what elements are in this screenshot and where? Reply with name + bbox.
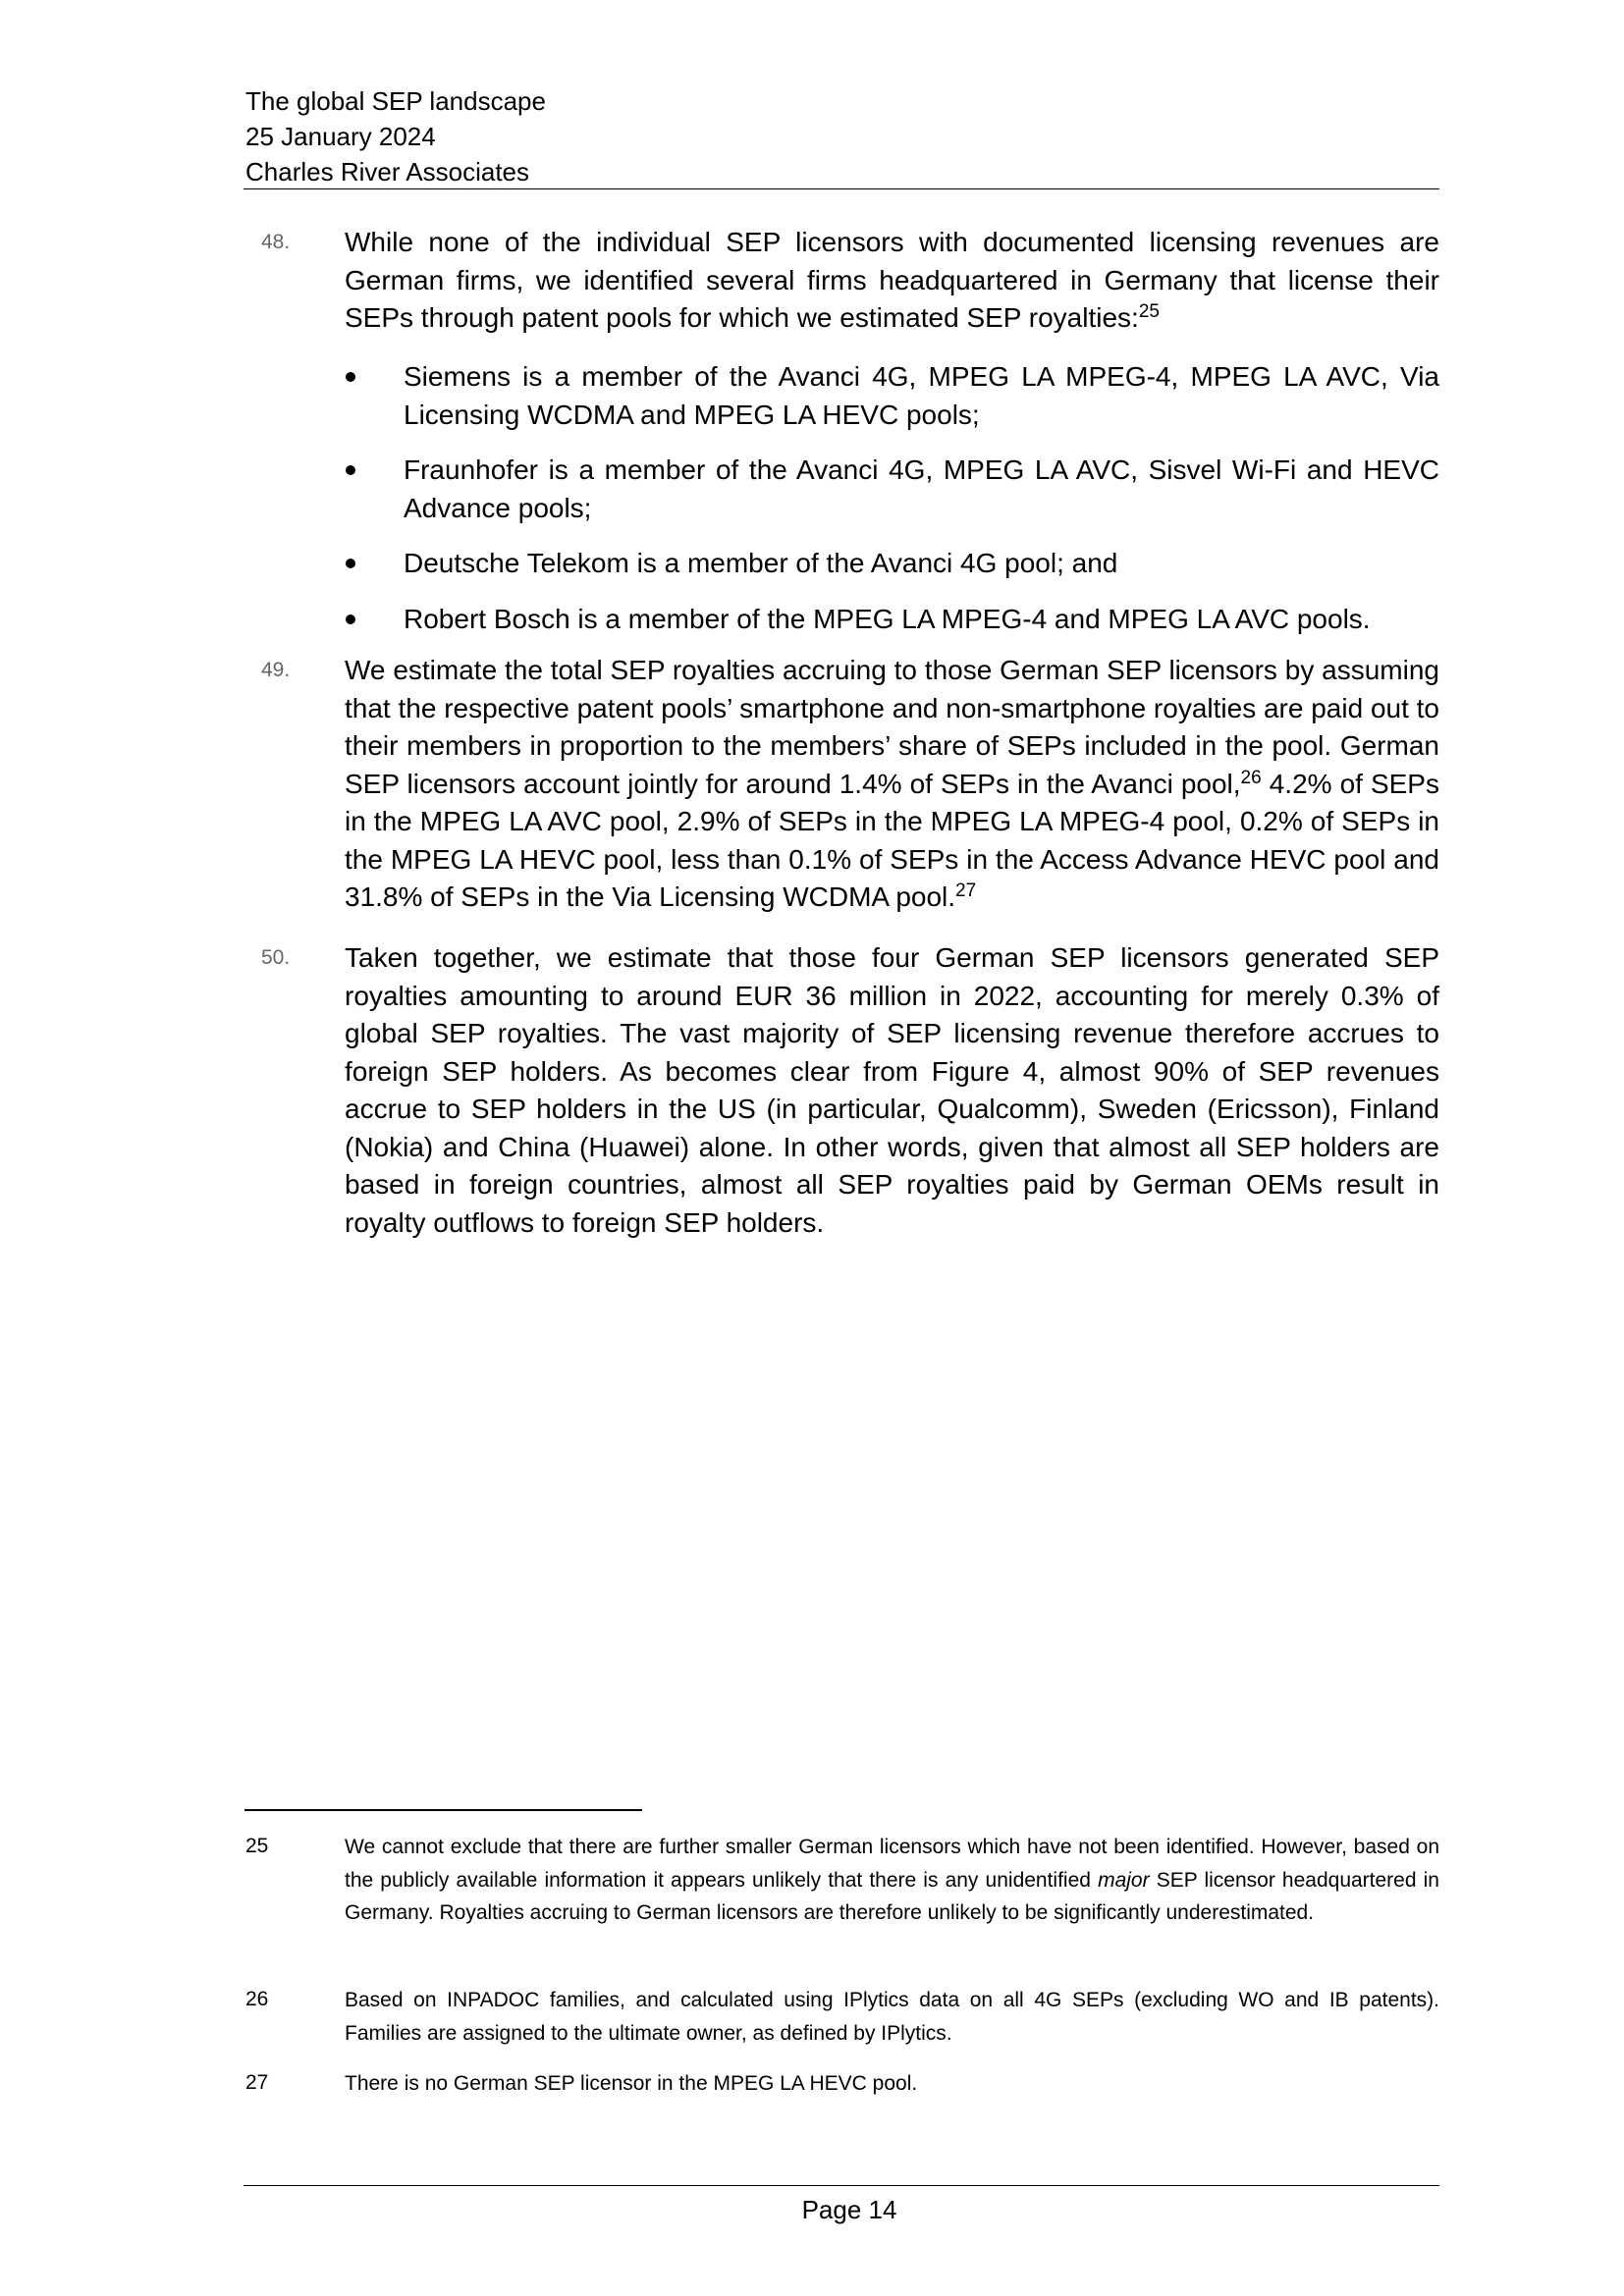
footnote-25-text-b: SEP licensor headquartered in Germany. Royalties accruing to German licensors are therefore unlikely to be significantly underestimated.	[345, 1868, 1439, 1924]
list-item	[245, 358, 1439, 434]
list-item	[245, 452, 1439, 527]
footnote-25-text-a: We cannot exclude that there are further smaller German licensors which have not been identified. However, based on the publicly available information it appears unlikely that there is any unidentified	[345, 1836, 1439, 1892]
paragraph-49-body-b: 4.2% of SEPs in the MPEG LA AVC pool, 2.9% of SEPs in the MPEG LA MPEG-4 pool, 0.2% of SEPs in the MPEG LA HEVC pool, less than 0.1% of SEPs in the Access Advance HEVC pool and 31.8% of SEPs in the Via Licensing WCDMA pool.	[345, 768, 1439, 912]
paragraph-48-body: While none of the individual SEP licensors with documented licensing revenues are German firms, we identified several firms headquartered in Germany that license their SEPs through patent pools for which we estimated SEP royalties:	[345, 227, 1439, 333]
paragraph-number: 49.	[261, 659, 291, 681]
header-title: The global SEP landscape	[245, 86, 546, 116]
paragraph-49-body-a: We estimate the total SEP royalties accruing to those German SEP licensors by assuming that the respective patent pools’ smartphone and non-smartphone royalties are paid out to their members in proportion to the members’ share of SEPs included in the pool. German SEP licensors account jointly for around 1.4% of SEPs in the Avanci pool,	[345, 655, 1439, 799]
pool-membership-list	[245, 358, 1439, 656]
page-number: Page 14	[801, 2195, 897, 2224]
list-item	[245, 601, 1439, 639]
header-divider	[244, 188, 1439, 189]
bullet-icon	[346, 614, 355, 624]
footnote-number: 26	[245, 1988, 269, 2010]
paragraph-text	[345, 224, 1439, 338]
header-date: 25 January 2024	[245, 122, 436, 151]
footnote-26	[245, 1984, 1439, 2050]
list-item-text: Deutsche Telekom is a member of the Avanci 4G pool; and	[404, 548, 1118, 578]
footnote-25	[245, 1831, 1439, 1930]
paragraph-49	[245, 652, 1439, 917]
footnote-text	[345, 1831, 1439, 1930]
paragraph-text: Taken together, we estimate that those four German SEP licensors generated SEP royalties amounting to around EUR 36 million in 2022, accounting for merely 0.3% of global SEP royalties. The vast majority of SEP licensing revenue therefore accrues to foreign SEP holders. As becomes clear from Figure 4, almost 90% of SEP revenues accrue to SEP holders in the US (in particular, Qualcomm), Sweden (Ericsson), Finland (Nokia) and China (Huawei) alone. In other words, given that almost all SEP holders are based in foreign countries, almost all SEP royalties paid by German OEMs result in royalty outflows to foreign SEP holders.	[345, 942, 1439, 1238]
footnote-27	[245, 2067, 1439, 2101]
footnote-text: Based on INPADOC families, and calculated using IPlytics data on all 4G SEPs (excluding WO and IB patents). Families are assigned to the ultimate owner, as defined by IPlytics.	[345, 1989, 1439, 2045]
header-organization: Charles River Associates	[245, 157, 529, 187]
page-header	[245, 83, 1439, 189]
footnote-ref-27[interactable]: 27	[955, 881, 977, 901]
bullet-icon	[346, 465, 355, 475]
paragraph-text	[345, 652, 1439, 917]
paragraph-number: 50.	[261, 946, 291, 969]
paragraph-50	[245, 939, 1439, 1242]
footer-divider	[244, 2185, 1439, 2186]
paragraph-48	[245, 224, 1439, 338]
footnote-text: There is no German SEP licensor in the MPEG LA HEVC pool.	[345, 2072, 918, 2095]
paragraph-number: 48.	[261, 231, 291, 253]
footnote-ref-25[interactable]: 25	[1138, 301, 1160, 322]
bullet-icon	[346, 372, 355, 382]
footnote-number: 25	[245, 1835, 269, 1857]
footnote-number: 27	[245, 2071, 269, 2094]
list-item	[245, 545, 1439, 583]
footnote-divider	[244, 1809, 642, 1811]
bullet-icon	[346, 559, 355, 568]
list-item-text: Robert Bosch is a member of the MPEG LA MPEG-4 and MPEG LA AVC pools.	[404, 603, 1371, 634]
list-item-text: Fraunhofer is a member of the Avanci 4G, MPEG LA AVC, Sisvel Wi-Fi and HEVC Advance pools;	[404, 454, 1439, 523]
footnote-25-emphasis: major	[1098, 1868, 1150, 1892]
list-item-text: Siemens is a member of the Avanci 4G, MPEG LA MPEG-4, MPEG LA AVC, Via Licensing WCDMA and MPEG LA HEVC pools;	[404, 361, 1439, 430]
footnote-ref-26[interactable]: 26	[1240, 767, 1262, 788]
